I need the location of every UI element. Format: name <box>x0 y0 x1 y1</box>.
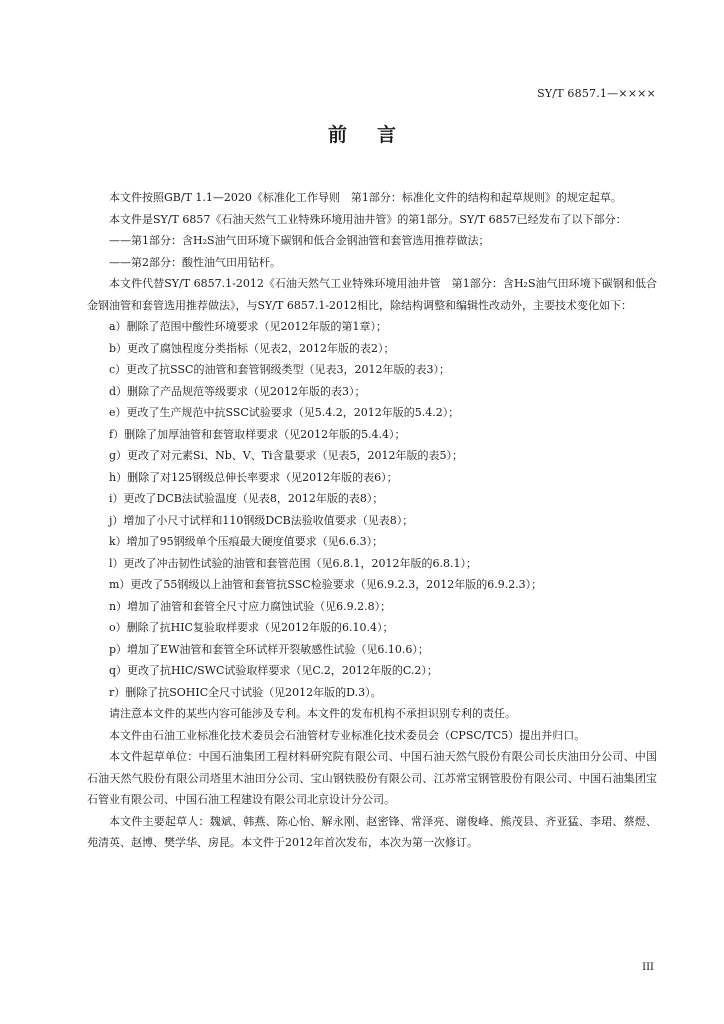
change-item: g）更改了对元素Si、Nb、V、Ti含量要求（见表5，2012年版的表5）； <box>109 449 464 462</box>
paragraph-replacement: 本文件代替SY/T 6857.1-2012《石油天然气工业特殊环境用油井管 第1部分：含H₂S油气田环境下碳钢和低合金钢油管和套管选用推荐做法》，与SY/T 6857.1-2012相比，除结构调整和编辑性改动外，主要技术变化如下： <box>87 277 657 312</box>
foreword-body <box>87 187 657 854</box>
page-number: III <box>642 962 654 973</box>
paragraph-proposer: 本文件由石油工业标准化技术委员会石油管材专业标准化技术委员会（CPSC/TC5）提出并归口。 <box>109 728 586 742</box>
change-item: b）更改了腐蚀程度分类指标（见表2，2012年版的表2）； <box>109 341 395 355</box>
change-item: e）更改了生产规范中抗SSC试验要求（见5.4.2，2012年版的5.4.2）； <box>109 406 460 419</box>
change-item: d）删除了产品规范等级要求（见2012年版的表3）； <box>109 384 366 398</box>
paragraph-series-info: 本文件是SY/T 6857《石油天然气工业特殊环境用油井管》的第1部分。SY/T 6857已经发布了以下部分： <box>109 212 627 226</box>
change-item: q）更改了抗HIC/SWC试验取样要求（见C.2，2012年版的C.2）； <box>109 664 438 677</box>
change-item: h）删除了对125钢级总伸长率要求（见2012年版的表6）； <box>109 470 398 484</box>
part-list-item: ——第2部分：酸性油气田用钻杆。 <box>109 255 281 269</box>
change-item: c）更改了抗SSC的油管和套管钢级类型（见表3，2012年版的表3）； <box>109 363 450 376</box>
paragraph-drafting-units: 本文件起草单位：中国石油集团工程材料研究院有限公司、中国石油天然气股份有限公司长庆油田分公司、中国石油天然气股份有限公司塔里木油田分公司、宝山钢铁股份有限公司、江苏常宝钢管股份有限公司、中国石油集团宝石管业有限公司、中国石油工程建设有限公司北京设计分公司。 <box>87 750 657 806</box>
document-number: SY/T 6857.1—×××× <box>537 87 656 100</box>
paragraph-drafting-basis: 本文件按照GB/T 1.1—2020《标准化工作导则 第1部分：标准化文件的结构和起草规则》的规定起草。 <box>109 191 622 204</box>
change-item: p）增加了EW油管和套管全环试样开裂敏感性试验（见6.10.6）； <box>109 642 429 656</box>
change-item: j）增加了小尺寸试样和110钢级DCB法验收值要求（见表8）； <box>109 513 414 527</box>
change-item: r）删除了抗SOHIC全尺寸试验（见2012年版的D.3）。 <box>109 685 382 699</box>
part-list-item: ——第1部分：含H₂S油气田环境下碳钢和低合金钢油管和套管选用推荐做法； <box>109 234 490 247</box>
change-item: f）删除了加厚油管和套管取样要求（见2012年版的5.4.4）； <box>109 427 406 441</box>
paragraph-drafters: 本文件主要起草人：魏斌、韩燕、陈心怡、解永刚、赵密锋、常泽亮、谢俊峰、熊茂县、齐亚猛、李珺、蔡煜、苑清英、赵博、樊学华、房昆。本文件于2012年首次发布，本次为第一次修订。 <box>87 814 657 849</box>
change-item: k）增加了95钢级单个压痕最大硬度值要求（见6.6.3）； <box>109 535 384 548</box>
paragraph-patent-notice: 请注意本文件的某些内容可能涉及专利。本文件的发布机构不承担识别专利的责任。 <box>109 707 516 720</box>
change-item: n）增加了油管和套管全尺寸应力腐蚀试验（见6.9.2.8）； <box>109 599 392 613</box>
technical-changes-list <box>87 316 657 703</box>
change-item: o）删除了抗HIC复验取样要求（见2012年版的6.10.4）； <box>109 621 394 634</box>
change-item: l）更改了冲击韧性试验的油管和套管范围（见6.8.1，2012年版的6.8.1）； <box>109 556 477 570</box>
change-item: i）更改了DCB法试验温度（见表8，2012年版的表8）； <box>109 492 384 505</box>
change-item: m）更改了55钢级以上油管和套管抗SSC检验要求（见6.9.2.3，2012年版的6.9.2.3）； <box>109 578 543 591</box>
change-item: a）删除了范围中酸性环境要求（见2012年版的第1章）； <box>109 320 388 333</box>
page-title: 前言 <box>327 124 426 146</box>
